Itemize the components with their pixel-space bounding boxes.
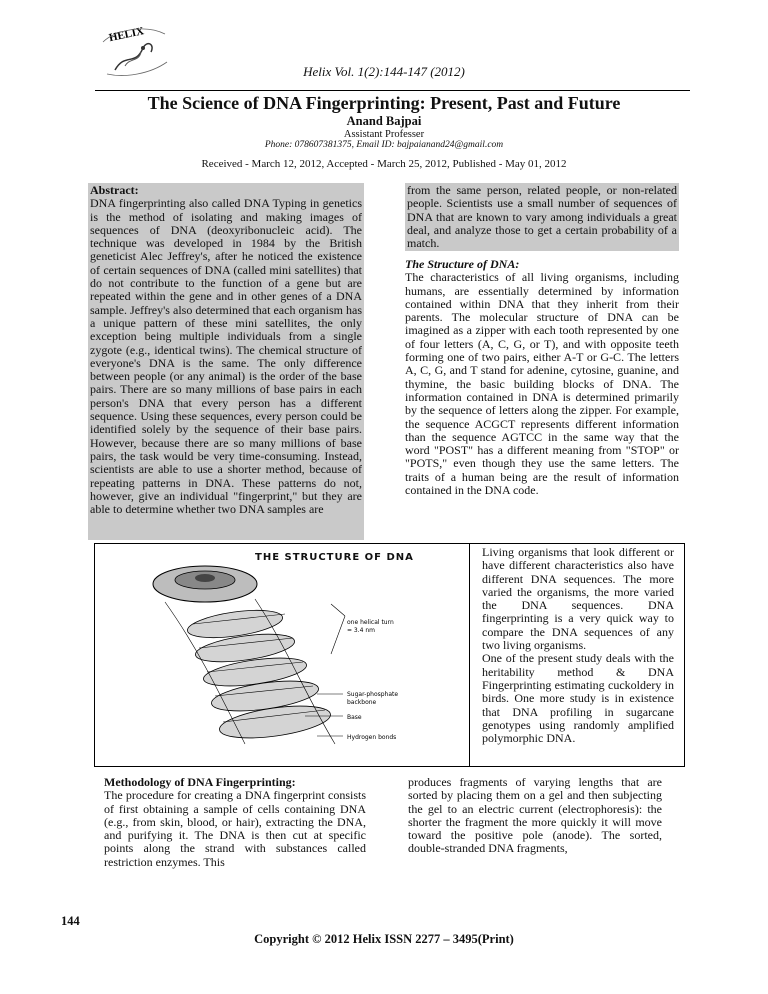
author-position: Assistant Professer: [343, 129, 425, 140]
label-helical-turn: one helical turn: [347, 619, 394, 626]
abstract-text: DNA fingerprinting also called DNA Typing in genetics is the method of isolating and making images of sequences of DNA (deoxyribonucleic acid). The technique was developed in 1984 by the British geneticist Alec Jeffrey's, after he noticed the existence of certain sequences of DNA (called mini satellites) that do not contribute to the function of a gene but are repeated within the gene and in other genes of a DNA sample. Jeffrey's also determined that each organism has a unique pattern of these mini satellites, the only exception being multiple individuals from a single zygote (e.g., identical twins). The chemical structure of everyone's DNA is the same. The only difference between people (or any animal) is the order of the base pairs. There are so many millions of base pairs in each person's DNA that every person has a different sequence. Using these sequences, every person could be identified solely by the sequence of their base pairs. However, because there are so many millions of base pairs, the task would be very time-consuming. Instead, scientists are able to use a shorter method, because of repeating patterns in DNA. These patterns do not, however, give an individual "fingerprint," but they are able to determine whether two DNA samples are: [90, 196, 362, 517]
figure-caption: THE STRUCTURE OF DNA: [255, 552, 414, 563]
sidebox-paragraph-2: One of the present study deals with the heritability method & DNA Fingerprinting estimating cuckoldery in birds. One more study is in existence that DNA profiling in sugarcane genotypes using randomly amplified polymorphic DNA.: [482, 651, 674, 746]
methodology-heading: Methodology of DNA Fingerprinting:: [104, 775, 296, 789]
label-hydrogen-bonds: Hydrogen bonds: [347, 734, 397, 741]
author-contact: Phone: 078607381375, Email ID: bajpaianand24@gmail.com: [264, 140, 504, 150]
abstract-block: [88, 183, 364, 540]
label-backbone: Sugar-phosphate: [347, 691, 399, 698]
label-helical-turn-length: = 3.4 nm: [347, 627, 376, 634]
abstract-continuation-text: from the same person, related people, or non-related people. Scientists use a small number of sequences of DNA that are known to vary among individuals a great deal, and analyze those to get a certain probability of a match.: [407, 183, 677, 251]
abstract-heading: Abstract:: [90, 183, 139, 197]
dna-structure-figure: [94, 543, 470, 767]
methodology-section: [104, 776, 366, 869]
label-backbone-2: backbone: [347, 699, 377, 706]
header-rule: [95, 90, 690, 91]
methodology-continuation-text: produces fragments of varying lengths that are sorted by placing them on a gel and then subjecting the gel to an electric current (electrophoresis): the shorter the fragment the more quickly it will move toward the positive pole (anode). The sorted, double-stranded DNA fragments,: [408, 775, 662, 856]
publication-dates: Received - March 12, 2012, Accepted - March 25, 2012, Published - May 01, 2012: [201, 158, 567, 170]
logo-text: HELIX: [107, 25, 146, 45]
structure-heading: The Structure of DNA:: [405, 257, 520, 271]
methodology-continuation: [408, 776, 662, 856]
article-title: The Science of DNA Fingerprinting: Present, Past and Future: [147, 93, 621, 113]
dna-illustration: [95, 544, 469, 766]
author-name: Anand Bajpai: [346, 114, 422, 128]
sidebox-paragraph-1: Living organisms that look different or have different characteristics also have different DNA sequences. The more varied the organisms, the more varied the DNA sequences. DNA fingerprinting is a very quick way to compare the DNA sequences of any two living organisms.: [482, 545, 674, 653]
structure-section: [405, 258, 679, 497]
copyright-line: Copyright © 2012 Helix ISSN 2277 – 3495(Print): [254, 932, 514, 946]
journal-reference: Helix Vol. 1(2):144-147 (2012): [303, 64, 465, 79]
methodology-text: The procedure for creating a DNA fingerprint consists of first obtaining a sample of cells containing DNA (e.g., from skin, blood, or hair), extracting the DNA, and purifying it. The DNA is then cut at specific points along the strand with substances called restriction enzymes. This: [104, 788, 366, 869]
abstract-continuation: [405, 183, 679, 251]
figure-side-box: [469, 543, 685, 767]
page-number: 144: [61, 914, 80, 928]
structure-text: The characteristics of all living organisms, including humans, are essentially determined by information contained within DNA that they inherit from their parents. The molecular structure of DNA can be imagined as a zipper with each tooth represented by one of four letters (A, C, G, or T), and with opposite teeth forming one of two pairs, either A-T or G-C. The letters A, C, G, and T stand for adenine, cytosine, guanine, and thymine, the basic building blocks of DNA. The information contained in DNA is determined primarily by the sequence of letters along the zipper. For example, the sequence ACGCT represents different information than the sequence AGTCC in the same way that the word "POST" has a different meaning from "STOP" or "POTS," even though they use the same letters. The traits of a human being are the result of information contained in the DNA code.: [405, 270, 679, 498]
label-base: Base: [347, 714, 362, 721]
